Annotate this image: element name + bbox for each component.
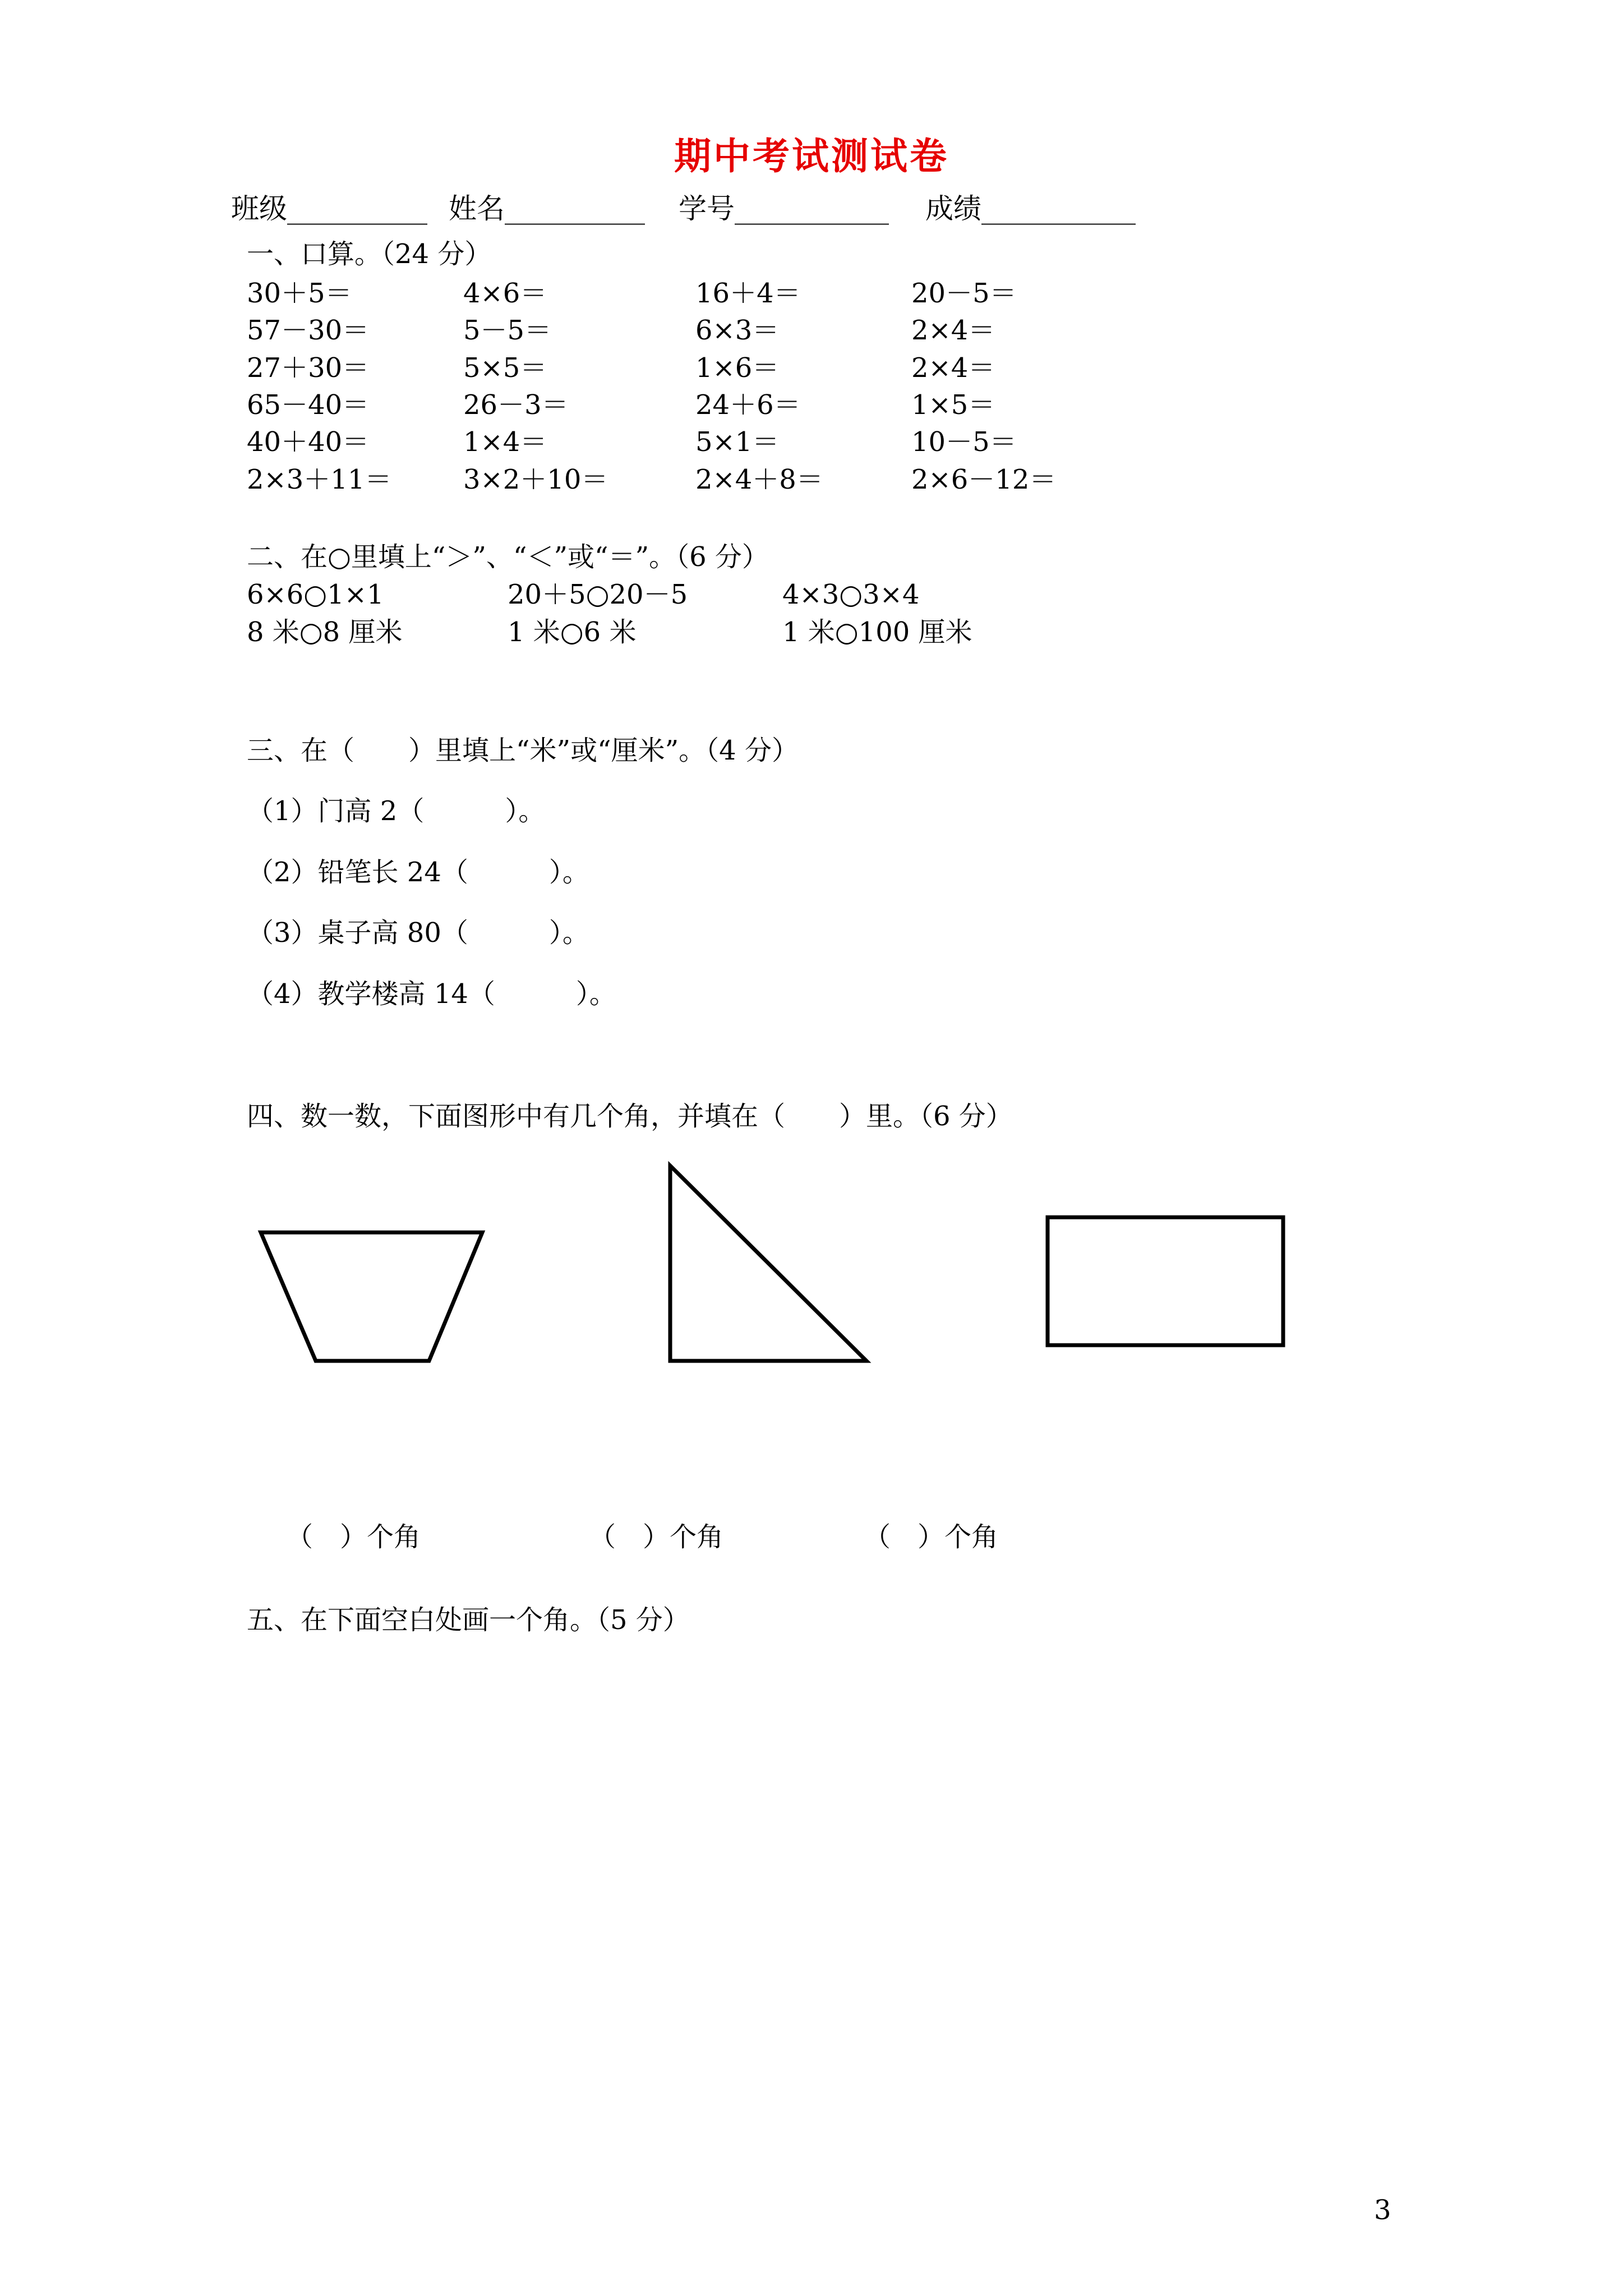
angle-answer-3[interactable]: （ ）个角 <box>864 1521 999 1553</box>
compare-r2c2: 1 米○6 米 <box>508 616 637 648</box>
name-field[interactable] <box>449 192 645 226</box>
section5-heading: 五、在下面空白处画一个角。（5 分） <box>247 1604 690 1636</box>
name-label: 姓名 <box>449 192 505 225</box>
calc-r1c1: 30＋5＝ <box>247 278 352 309</box>
compare-r1c3: 4×3○3×4 <box>782 579 920 610</box>
compare-r1c1: 6×6○1×1 <box>247 579 384 610</box>
calc-r3c3: 1×6＝ <box>695 352 780 384</box>
calc-r1c4: 20－5＝ <box>911 278 1017 309</box>
angle-answer-2[interactable]: （ ）个角 <box>589 1521 724 1553</box>
calc-r4c2: 26－3＝ <box>463 389 569 421</box>
calc-r4c4: 1×5＝ <box>911 389 995 421</box>
unit-item-2: （2）铅笔长 24（ ）。 <box>247 857 589 888</box>
score-blank[interactable]: ___________ <box>981 192 1136 225</box>
trapezoid-icon <box>261 1232 482 1361</box>
calc-r2c1: 57－30＝ <box>247 315 370 346</box>
class-field[interactable] <box>231 192 427 226</box>
drawing-area[interactable] <box>247 1660 1368 2053</box>
score-field[interactable] <box>925 192 1136 226</box>
angle-answer-1[interactable]: （ ）个角 <box>286 1521 421 1553</box>
calc-r2c3: 6×3＝ <box>695 315 780 346</box>
calc-r5c2: 1×4＝ <box>463 426 547 458</box>
calc-r5c4: 10－5＝ <box>911 426 1017 458</box>
class-label: 班级 <box>231 192 287 225</box>
section2-heading: 二、在○里填上“＞”、“＜”或“＝”。（6 分） <box>247 541 769 573</box>
student-id-blank[interactable]: ___________ <box>735 192 889 225</box>
compare-r1c2: 20＋5○20－5 <box>508 579 688 610</box>
right-triangle-icon <box>670 1166 866 1361</box>
section3-heading: 三、在（ ）里填上“米”或“厘米”。（4 分） <box>247 735 799 766</box>
calc-r5c1: 40＋40＝ <box>247 426 370 458</box>
calc-r2c4: 2×4＝ <box>911 315 995 346</box>
calc-r3c4: 2×4＝ <box>911 352 995 384</box>
score-label: 成绩 <box>925 192 981 225</box>
calc-r3c1: 27＋30＝ <box>247 352 370 384</box>
calc-r4c1: 65－40＝ <box>247 389 370 421</box>
name-blank[interactable]: __________ <box>505 192 645 225</box>
section1-heading: 一、口算。（24 分） <box>247 238 492 270</box>
unit-item-4: （4）教学楼高 14（ ）。 <box>247 978 616 1010</box>
compare-r2c1: 8 米○8 厘米 <box>247 616 403 648</box>
calc-r6c2: 3×2＋10＝ <box>463 464 608 495</box>
calc-r3c2: 5×5＝ <box>463 352 547 384</box>
page-number: 3 <box>1374 2194 1391 2226</box>
unit-item-3: （3）桌子高 80（ ）。 <box>247 917 589 949</box>
rectangle-icon <box>1048 1217 1283 1345</box>
calc-r5c3: 5×1＝ <box>695 426 780 458</box>
class-blank[interactable]: __________ <box>287 192 427 225</box>
calc-r4c3: 24＋6＝ <box>695 389 801 421</box>
calc-r6c1: 2×3＋11＝ <box>247 464 392 495</box>
section4-heading: 四、数一数，下面图形中有几个角，并填在（ ）里。（6 分） <box>247 1101 1013 1132</box>
student-id-field[interactable] <box>679 192 889 226</box>
calc-r2c2: 5－5＝ <box>463 315 552 346</box>
calc-r1c2: 4×6＝ <box>463 278 547 309</box>
compare-r2c3: 1 米○100 厘米 <box>782 616 972 648</box>
student-id-label: 学号 <box>679 192 735 225</box>
calc-r6c4: 2×6－12＝ <box>911 464 1057 495</box>
calc-r6c3: 2×4＋8＝ <box>695 464 823 495</box>
calc-r1c3: 16＋4＝ <box>695 278 801 309</box>
page-title: 期中考试测试卷 <box>674 134 949 178</box>
unit-item-1: （1）门高 2（ ）。 <box>247 795 546 827</box>
